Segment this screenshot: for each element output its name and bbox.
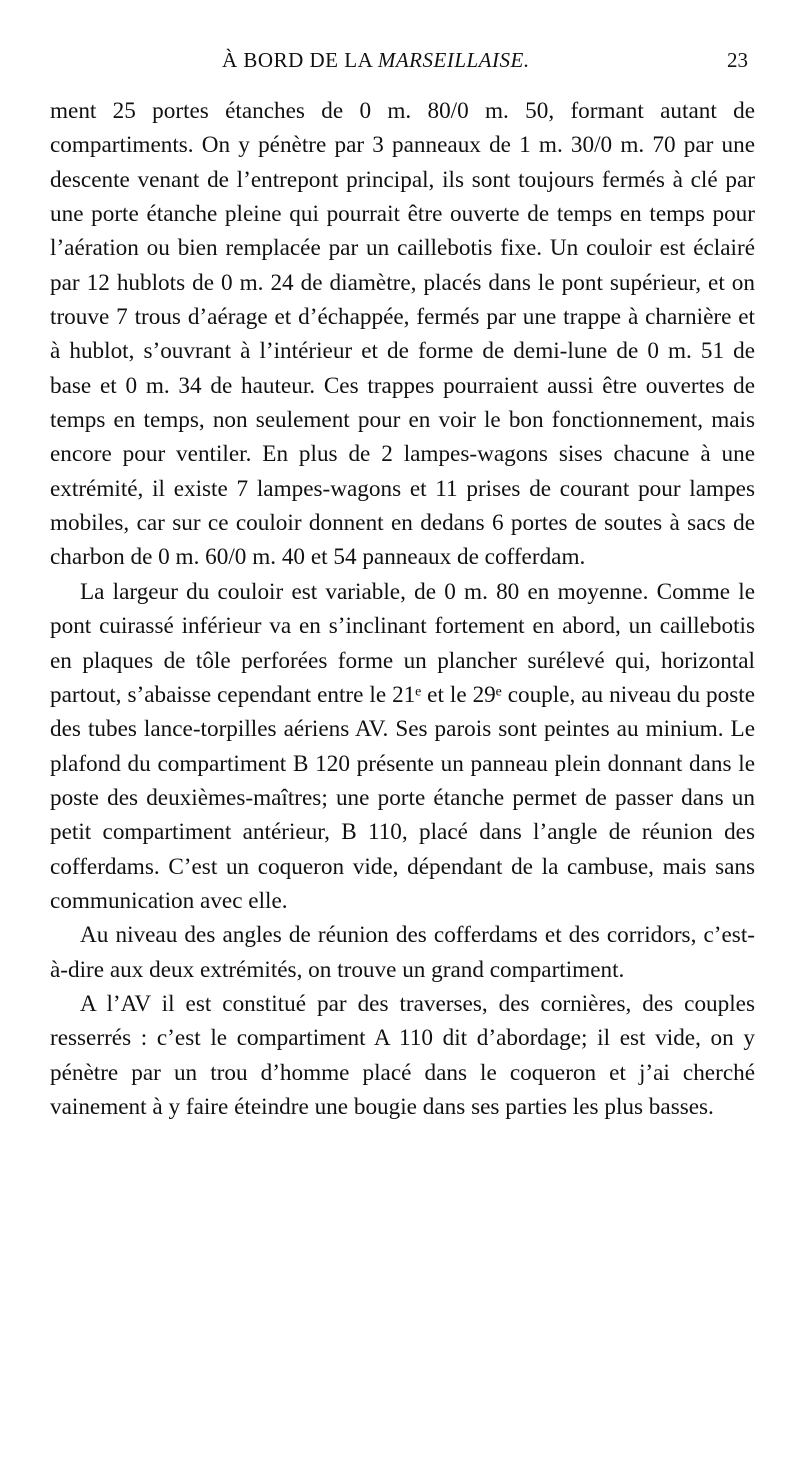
paragraph-3: Au niveau des angles de réunion des cofferdams et des corridors, c’est-à-dire aux deux extrémités, on trouve un grand compartiment. <box>50 922 755 983</box>
running-title <box>222 48 530 73</box>
paragraph-2: La largeur du couloir est variable, de 0 m. 80 en moyenne. Comme le pont cuirassé inférieur va en s’inclinant fortement en abord, un caillebotis en plaques de tôle perforées forme un plancher surélevé qui, horizontal partout, s’abaisse cependant entre le 21ᵉ et le 29ᵉ couple, au niveau du poste des tubes lance-torpilles aériens AV. Ses parois sont peintes au minium. Le plafond du compartiment B 120 présente un panneau plein donnant dans le poste des deuxièmes-maîtres; une porte étanche permet de passer dans un petit compartiment antérieur, B 110, placé dans l’angle de réunion des cofferdams. C’est un coqueron vide, dépendant de la cambuse, mais sans communication avec elle. <box>50 578 755 914</box>
page-number: 23 <box>727 48 748 72</box>
running-title-ship-name: MARSEILLAISE. <box>377 48 530 72</box>
paragraph-1: ment 25 portes étanches de 0 m. 80/0 m. 50, formant autant de compartiments. On y pénètre par 3 panneaux de 1 m. 30/0 m. 70 par une descente venant de l’entrepont principal, ils sont toujours fermés à clé par une porte étanche pleine qui pourrait être ouverte de temps en temps pour l’aération ou bien remplacée par un caillebotis fixe. Un couloir est éclairé par 12 hublots de 0 m. 24 de diamètre, placés dans le pont supérieur, et on trouve 7 trous d’aérage et d’échappée, fermés par une trappe à charnière et à hublot, s’ouvrant à l’intérieur et de forme de demi-lune de 0 m. 51 de base et 0 m. 34 de hauteur. Ces trappes pourraient aussi être ouvertes de temps en temps, non seulement pour en voir le bon fonctionnement, mais encore pour ventiler. En plus de 2 lampes-wagons sises chacune à une extrémité, il existe 7 lampes-wagons et 11 prises de courant pour lampes mobiles, car sur ce couloir donnent en dedans 6 portes de soutes à sacs de charbon de 0 m. 60/0 m. 40 et 54 panneaux de cofferdam. <box>50 98 755 571</box>
running-title-prefix: À BORD DE LA <box>222 48 378 72</box>
paragraph-4: A l’AV il est constitué par des traverses, des cornières, des couples resserrés : c’est le compartiment A 110 dit d’abordage; il est vide, on y pénètre par un trou d’homme placé dans le coqueron et j’ai cherché vainement à y faire éteindre une bougie dans ses parties les plus basses. <box>50 990 755 1120</box>
running-header <box>0 48 800 82</box>
body-text <box>50 94 755 1124</box>
